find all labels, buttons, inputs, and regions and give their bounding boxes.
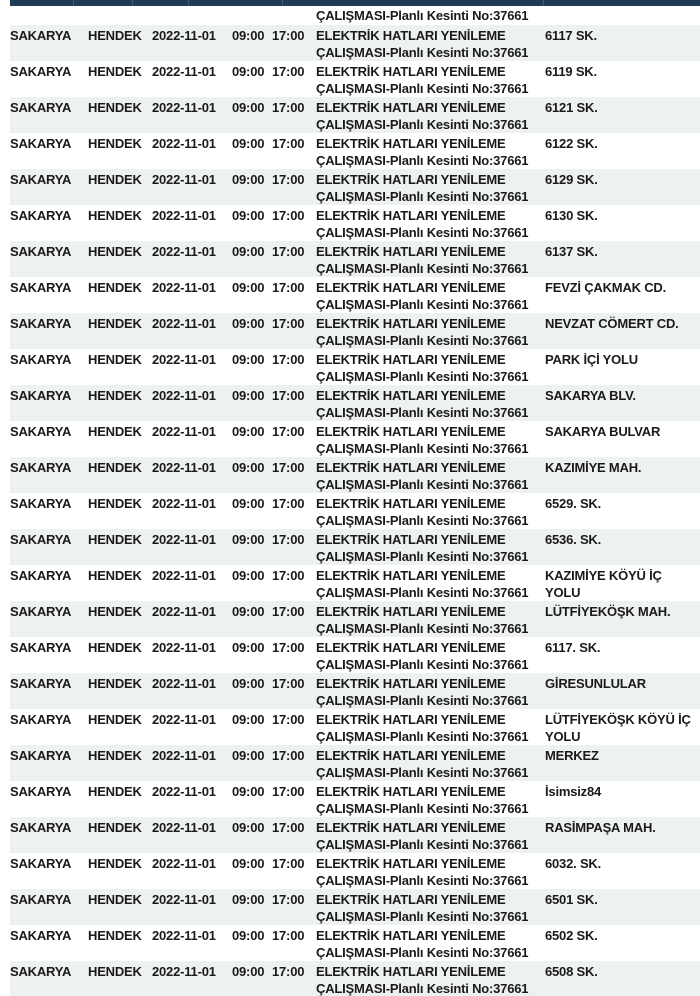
cell-description bbox=[316, 783, 545, 817]
description-line2: ÇALIŞMASI-Planlı Kesinti No:37661 bbox=[316, 153, 529, 168]
cell-description bbox=[316, 387, 545, 421]
outage-row bbox=[10, 385, 700, 421]
cell-start-time: 09:00 bbox=[232, 388, 265, 403]
cell-date: 2022-11-01 bbox=[152, 460, 216, 475]
cell-date: 2022-11-01 bbox=[152, 100, 216, 115]
cell-description bbox=[316, 711, 545, 745]
cell-start-time: 09:00 bbox=[232, 64, 265, 79]
cell-city: SAKARYA bbox=[10, 460, 72, 475]
cell-street: SAKARYA BULVAR bbox=[545, 424, 661, 439]
cell-start-time: 09:00 bbox=[232, 928, 265, 943]
cell-start-time: 09:00 bbox=[232, 208, 265, 223]
cell-district: HENDEK bbox=[88, 244, 142, 259]
cell-street: 6121 SK. bbox=[545, 100, 598, 115]
cell-city: SAKARYA bbox=[10, 604, 72, 619]
outage-row bbox=[10, 277, 700, 313]
cell-description bbox=[316, 351, 545, 385]
cell-end-time: 17:00 bbox=[272, 280, 305, 295]
cell-end-time: 17:00 bbox=[272, 460, 305, 475]
cell-street: KAZIMİYE KÖYÜ İÇ YOLU bbox=[545, 568, 662, 600]
cell-street: 6501 SK. bbox=[545, 892, 598, 907]
cell-street: 6119 SK. bbox=[545, 64, 597, 79]
cell-end-time: 17:00 bbox=[272, 604, 305, 619]
cell-date: 2022-11-01 bbox=[152, 568, 216, 583]
cell-start-time: 09:00 bbox=[232, 604, 265, 619]
cell-date: 2022-11-01 bbox=[152, 964, 216, 979]
description-line2: ÇALIŞMASI-Planlı Kesinti No:37661 bbox=[316, 585, 529, 600]
cell-description bbox=[316, 963, 545, 996]
outage-row bbox=[10, 133, 700, 169]
cell-end-time: 17:00 bbox=[272, 28, 305, 43]
cell-city: SAKARYA bbox=[10, 928, 72, 943]
description-line1: ELEKTRİK HATLARI YENİLEME bbox=[316, 928, 506, 943]
description-line2: ÇALIŞMASI-Planlı Kesinti No:37661 bbox=[316, 981, 529, 996]
cell-district: HENDEK bbox=[88, 604, 142, 619]
cell-start-time: 09:00 bbox=[232, 676, 265, 691]
table-header-bottom-edge bbox=[10, 0, 700, 6]
cell-end-time: 17:00 bbox=[272, 172, 305, 187]
description-line1: ELEKTRİK HATLARI YENİLEME bbox=[316, 964, 506, 979]
cell-end-time: 17:00 bbox=[272, 64, 305, 79]
description-line1: ELEKTRİK HATLARI YENİLEME bbox=[316, 460, 506, 475]
description-line1: ELEKTRİK HATLARI YENİLEME bbox=[316, 604, 506, 619]
description-line2: ÇALIŞMASI-Planlı Kesinti No:37661 bbox=[316, 477, 529, 492]
description-line1: ELEKTRİK HATLARI YENİLEME bbox=[316, 856, 506, 871]
cell-start-time: 09:00 bbox=[232, 784, 265, 799]
description-line1: ELEKTRİK HATLARI YENİLEME bbox=[316, 64, 506, 79]
cell-start-time: 09:00 bbox=[232, 136, 265, 151]
description-line2: ÇALIŞMASI-Planlı Kesinti No:37661 bbox=[316, 225, 529, 240]
cell-start-time: 09:00 bbox=[232, 244, 265, 259]
cell-description bbox=[316, 7, 545, 24]
description-line1: ELEKTRİK HATLARI YENİLEME bbox=[316, 388, 506, 403]
description-line2: ÇALIŞMASI-Planlı Kesinti No:37661 bbox=[316, 369, 529, 384]
outage-row bbox=[10, 313, 700, 349]
cell-end-time: 17:00 bbox=[272, 136, 305, 151]
description-line1: ELEKTRİK HATLARI YENİLEME bbox=[316, 280, 506, 295]
cell-start-time: 09:00 bbox=[232, 568, 265, 583]
cell-end-time: 17:00 bbox=[272, 316, 305, 331]
cell-district: HENDEK bbox=[88, 172, 142, 187]
cell-city: SAKARYA bbox=[10, 100, 72, 115]
cell-end-time: 17:00 bbox=[272, 568, 305, 583]
header-column-divider bbox=[73, 0, 74, 6]
cell-start-time: 09:00 bbox=[232, 316, 265, 331]
cell-date: 2022-11-01 bbox=[152, 280, 216, 295]
description-line2: ÇALIŞMASI-Planlı Kesinti No:37661 bbox=[316, 189, 529, 204]
cell-district: HENDEK bbox=[88, 136, 142, 151]
outage-row bbox=[10, 889, 700, 925]
cell-city: SAKARYA bbox=[10, 136, 72, 151]
cell-end-time: 17:00 bbox=[272, 532, 305, 547]
description-line2: ÇALIŞMASI-Planlı Kesinti No:37661 bbox=[316, 945, 529, 960]
cell-city: SAKARYA bbox=[10, 388, 72, 403]
cell-date: 2022-11-01 bbox=[152, 640, 216, 655]
cell-street: KAZIMİYE MAH. bbox=[545, 460, 642, 475]
cell-start-time: 09:00 bbox=[232, 496, 265, 511]
description-line1: ELEKTRİK HATLARI YENİLEME bbox=[316, 640, 506, 655]
description-line1: ELEKTRİK HATLARI YENİLEME bbox=[316, 892, 506, 907]
description-line2: ÇALIŞMASI-Planlı Kesinti No:37661 bbox=[316, 81, 529, 96]
description-line1: ELEKTRİK HATLARI YENİLEME bbox=[316, 424, 506, 439]
description-line1: ELEKTRİK HATLARI YENİLEME bbox=[316, 316, 506, 331]
outage-row bbox=[10, 457, 700, 493]
cell-city: SAKARYA bbox=[10, 892, 72, 907]
cell-description bbox=[316, 243, 545, 277]
cell-city: SAKARYA bbox=[10, 208, 72, 223]
description-line1: ELEKTRİK HATLARI YENİLEME bbox=[316, 820, 506, 835]
cell-street: 6130 SK. bbox=[545, 208, 598, 223]
cell-district: HENDEK bbox=[88, 784, 142, 799]
cell-street: PARK İÇİ YOLU bbox=[545, 352, 638, 367]
cell-city: SAKARYA bbox=[10, 28, 72, 43]
cell-date: 2022-11-01 bbox=[152, 748, 216, 763]
cell-start-time: 09:00 bbox=[232, 352, 265, 367]
description-line1: ELEKTRİK HATLARI YENİLEME bbox=[316, 532, 506, 547]
outage-row bbox=[10, 853, 700, 889]
cell-city: SAKARYA bbox=[10, 244, 72, 259]
cell-district: HENDEK bbox=[88, 100, 142, 115]
cell-district: HENDEK bbox=[88, 316, 142, 331]
cell-city: SAKARYA bbox=[10, 640, 72, 655]
cell-district: HENDEK bbox=[88, 820, 142, 835]
cell-end-time: 17:00 bbox=[272, 496, 305, 511]
cell-street: 6529. SK. bbox=[545, 496, 602, 511]
cell-district: HENDEK bbox=[88, 568, 142, 583]
outage-row bbox=[10, 961, 700, 996]
description-line2: ÇALIŞMASI-Planlı Kesinti No:37661 bbox=[316, 513, 529, 528]
cell-date: 2022-11-01 bbox=[152, 172, 216, 187]
cell-end-time: 17:00 bbox=[272, 208, 305, 223]
cell-district: HENDEK bbox=[88, 64, 142, 79]
description-line1: ELEKTRİK HATLARI YENİLEME bbox=[316, 172, 506, 187]
cell-district: HENDEK bbox=[88, 712, 142, 727]
outage-row bbox=[10, 925, 700, 961]
cell-description bbox=[316, 819, 545, 853]
cell-district: HENDEK bbox=[88, 208, 142, 223]
cell-end-time: 17:00 bbox=[272, 784, 305, 799]
cell-description bbox=[316, 423, 545, 457]
cell-district: HENDEK bbox=[88, 28, 142, 43]
description-line1: ELEKTRİK HATLARI YENİLEME bbox=[316, 136, 506, 151]
cell-date: 2022-11-01 bbox=[152, 820, 216, 835]
cell-district: HENDEK bbox=[88, 676, 142, 691]
cell-district: HENDEK bbox=[88, 460, 142, 475]
description-line2: ÇALIŞMASI-Planlı Kesinti No:37661 bbox=[316, 8, 529, 23]
outage-row bbox=[10, 673, 700, 709]
cell-description bbox=[316, 99, 545, 133]
outage-row bbox=[10, 169, 700, 205]
description-line2: ÇALIŞMASI-Planlı Kesinti No:37661 bbox=[316, 333, 529, 348]
cell-start-time: 09:00 bbox=[232, 100, 265, 115]
description-line2: ÇALIŞMASI-Planlı Kesinti No:37661 bbox=[316, 801, 529, 816]
outage-row bbox=[10, 601, 700, 637]
cell-description bbox=[316, 603, 545, 637]
outage-row-partial bbox=[10, 6, 700, 25]
cell-date: 2022-11-01 bbox=[152, 892, 216, 907]
cell-date: 2022-11-01 bbox=[152, 712, 216, 727]
description-line1: ELEKTRİK HATLARI YENİLEME bbox=[316, 676, 506, 691]
description-line2: ÇALIŞMASI-Planlı Kesinti No:37661 bbox=[316, 441, 529, 456]
cell-street: MERKEZ bbox=[545, 748, 599, 763]
description-line2: ÇALIŞMASI-Planlı Kesinti No:37661 bbox=[316, 873, 529, 888]
cell-date: 2022-11-01 bbox=[152, 64, 216, 79]
description-line2: ÇALIŞMASI-Planlı Kesinti No:37661 bbox=[316, 693, 529, 708]
cell-date: 2022-11-01 bbox=[152, 352, 216, 367]
cell-end-time: 17:00 bbox=[272, 244, 305, 259]
cell-district: HENDEK bbox=[88, 964, 142, 979]
cell-date: 2022-11-01 bbox=[152, 928, 216, 943]
description-line1: ELEKTRİK HATLARI YENİLEME bbox=[316, 352, 506, 367]
cell-description bbox=[316, 207, 545, 241]
cell-street: 6032. SK. bbox=[545, 856, 602, 871]
cell-street: LÜTFİYEKÖŞK KÖYÜ İÇ YOLU bbox=[545, 712, 691, 744]
cell-end-time: 17:00 bbox=[272, 100, 305, 115]
cell-description bbox=[316, 675, 545, 709]
description-line2: ÇALIŞMASI-Planlı Kesinti No:37661 bbox=[316, 297, 529, 312]
outage-row bbox=[10, 61, 700, 97]
cell-city: SAKARYA bbox=[10, 64, 72, 79]
cell-description bbox=[316, 567, 545, 601]
cell-start-time: 09:00 bbox=[232, 532, 265, 547]
cell-description bbox=[316, 639, 545, 673]
cell-end-time: 17:00 bbox=[272, 424, 305, 439]
outage-row bbox=[10, 817, 700, 853]
description-line2: ÇALIŞMASI-Planlı Kesinti No:37661 bbox=[316, 261, 529, 276]
cell-district: HENDEK bbox=[88, 532, 142, 547]
cell-street: GİRESUNLULAR bbox=[545, 676, 646, 691]
cell-street: 6122 SK. bbox=[545, 136, 598, 151]
cell-date: 2022-11-01 bbox=[152, 28, 216, 43]
cell-city: SAKARYA bbox=[10, 820, 72, 835]
outage-row bbox=[10, 709, 700, 745]
cell-date: 2022-11-01 bbox=[152, 388, 216, 403]
cell-city: SAKARYA bbox=[10, 784, 72, 799]
cell-date: 2022-11-01 bbox=[152, 136, 216, 151]
outage-row bbox=[10, 349, 700, 385]
cell-city: SAKARYA bbox=[10, 712, 72, 727]
description-line1: ELEKTRİK HATLARI YENİLEME bbox=[316, 100, 506, 115]
outage-rows bbox=[0, 25, 700, 996]
cell-city: SAKARYA bbox=[10, 280, 72, 295]
cell-street: 6117 SK. bbox=[545, 28, 597, 43]
cell-street: 6536. SK. bbox=[545, 532, 602, 547]
cell-date: 2022-11-01 bbox=[152, 856, 216, 871]
cell-street: NEVZAT CÖMERT CD. bbox=[545, 316, 679, 331]
cell-start-time: 09:00 bbox=[232, 424, 265, 439]
cell-district: HENDEK bbox=[88, 424, 142, 439]
cell-street: 6502 SK. bbox=[545, 928, 598, 943]
cell-start-time: 09:00 bbox=[232, 172, 265, 187]
cell-end-time: 17:00 bbox=[272, 820, 305, 835]
cell-city: SAKARYA bbox=[10, 964, 72, 979]
cell-description bbox=[316, 135, 545, 169]
description-line1: ELEKTRİK HATLARI YENİLEME bbox=[316, 568, 506, 583]
outage-row bbox=[10, 241, 700, 277]
cell-date: 2022-11-01 bbox=[152, 496, 216, 511]
cell-end-time: 17:00 bbox=[272, 748, 305, 763]
outage-row bbox=[10, 421, 700, 457]
cell-date: 2022-11-01 bbox=[152, 208, 216, 223]
header-column-divider bbox=[543, 0, 544, 6]
description-line1: ELEKTRİK HATLARI YENİLEME bbox=[316, 244, 506, 259]
cell-street: RASİMPAŞA MAH. bbox=[545, 820, 656, 835]
cell-description bbox=[316, 927, 545, 961]
cell-date: 2022-11-01 bbox=[152, 676, 216, 691]
cell-start-time: 09:00 bbox=[232, 964, 265, 979]
outage-row bbox=[10, 493, 700, 529]
cell-description bbox=[316, 531, 545, 565]
cell-start-time: 09:00 bbox=[232, 280, 265, 295]
description-line1: ELEKTRİK HATLARI YENİLEME bbox=[316, 496, 506, 511]
cell-street: FEVZİ ÇAKMAK CD. bbox=[545, 280, 667, 295]
cell-start-time: 09:00 bbox=[232, 856, 265, 871]
cell-end-time: 17:00 bbox=[272, 712, 305, 727]
cell-district: HENDEK bbox=[88, 856, 142, 871]
cell-street: 6117. SK. bbox=[545, 640, 601, 655]
cell-district: HENDEK bbox=[88, 748, 142, 763]
cell-district: HENDEK bbox=[88, 280, 142, 295]
cell-city: SAKARYA bbox=[10, 496, 72, 511]
description-line1: ELEKTRİK HATLARI YENİLEME bbox=[316, 28, 506, 43]
description-line2: ÇALIŞMASI-Planlı Kesinti No:37661 bbox=[316, 117, 529, 132]
description-line2: ÇALIŞMASI-Planlı Kesinti No:37661 bbox=[316, 657, 529, 672]
cell-description bbox=[316, 171, 545, 205]
cell-street: 6137 SK. bbox=[545, 244, 598, 259]
cell-street: SAKARYA BLV. bbox=[545, 388, 636, 403]
description-line1: ELEKTRİK HATLARI YENİLEME bbox=[316, 712, 506, 727]
cell-date: 2022-11-01 bbox=[152, 604, 216, 619]
cell-end-time: 17:00 bbox=[272, 928, 305, 943]
outage-row bbox=[10, 745, 700, 781]
outage-row bbox=[10, 637, 700, 673]
cell-city: SAKARYA bbox=[10, 568, 72, 583]
cell-district: HENDEK bbox=[88, 388, 142, 403]
cell-date: 2022-11-01 bbox=[152, 424, 216, 439]
cell-date: 2022-11-01 bbox=[152, 316, 216, 331]
header-column-divider bbox=[282, 0, 283, 6]
cell-end-time: 17:00 bbox=[272, 676, 305, 691]
cell-district: HENDEK bbox=[88, 892, 142, 907]
cell-street: İsimsiz84 bbox=[545, 784, 602, 799]
cell-end-time: 17:00 bbox=[272, 640, 305, 655]
cell-description bbox=[316, 747, 545, 781]
cell-district: HENDEK bbox=[88, 496, 142, 511]
description-line2: ÇALIŞMASI-Planlı Kesinti No:37661 bbox=[316, 45, 529, 60]
outage-row bbox=[10, 565, 700, 601]
cell-city: SAKARYA bbox=[10, 748, 72, 763]
cell-start-time: 09:00 bbox=[232, 640, 265, 655]
cell-end-time: 17:00 bbox=[272, 856, 305, 871]
cell-city: SAKARYA bbox=[10, 316, 72, 331]
description-line1: ELEKTRİK HATLARI YENİLEME bbox=[316, 208, 506, 223]
cell-start-time: 09:00 bbox=[232, 820, 265, 835]
description-line2: ÇALIŞMASI-Planlı Kesinti No:37661 bbox=[316, 621, 529, 636]
header-column-divider bbox=[132, 0, 133, 6]
outage-row bbox=[10, 529, 700, 565]
cell-description bbox=[316, 855, 545, 889]
cell-city: SAKARYA bbox=[10, 352, 72, 367]
cell-city: SAKARYA bbox=[10, 424, 72, 439]
cell-city: SAKARYA bbox=[10, 676, 72, 691]
cell-description bbox=[316, 279, 545, 313]
cell-district: HENDEK bbox=[88, 928, 142, 943]
cell-start-time: 09:00 bbox=[232, 460, 265, 475]
cell-description bbox=[316, 315, 545, 349]
cell-description bbox=[316, 891, 545, 925]
description-line2: ÇALIŞMASI-Planlı Kesinti No:37661 bbox=[316, 765, 529, 780]
cell-start-time: 09:00 bbox=[232, 712, 265, 727]
cell-end-time: 17:00 bbox=[272, 892, 305, 907]
cell-city: SAKARYA bbox=[10, 172, 72, 187]
header-column-divider bbox=[188, 0, 189, 6]
cell-end-time: 17:00 bbox=[272, 964, 305, 979]
description-line2: ÇALIŞMASI-Planlı Kesinti No:37661 bbox=[316, 405, 529, 420]
cell-description bbox=[316, 27, 545, 61]
cell-end-time: 17:00 bbox=[272, 388, 305, 403]
cell-street: 6129 SK. bbox=[545, 172, 598, 187]
cell-start-time: 09:00 bbox=[232, 748, 265, 763]
cell-district: HENDEK bbox=[88, 640, 142, 655]
outage-row bbox=[10, 97, 700, 133]
description-line2: ÇALIŞMASI-Planlı Kesinti No:37661 bbox=[316, 729, 529, 744]
cell-start-time: 09:00 bbox=[232, 892, 265, 907]
outage-row bbox=[10, 205, 700, 241]
outage-row bbox=[10, 781, 700, 817]
cell-start-time: 09:00 bbox=[232, 28, 265, 43]
cell-street: LÜTFİYEKÖŞK MAH. bbox=[545, 604, 671, 619]
description-line2: ÇALIŞMASI-Planlı Kesinti No:37661 bbox=[316, 549, 529, 564]
cell-city: SAKARYA bbox=[10, 532, 72, 547]
cell-end-time: 17:00 bbox=[272, 352, 305, 367]
cell-date: 2022-11-01 bbox=[152, 244, 216, 259]
cell-date: 2022-11-01 bbox=[152, 532, 216, 547]
cell-description bbox=[316, 495, 545, 529]
cell-date: 2022-11-01 bbox=[152, 784, 216, 799]
cell-description bbox=[316, 63, 545, 97]
cell-street: 6508 SK. bbox=[545, 964, 598, 979]
outage-row bbox=[10, 25, 700, 61]
description-line2: ÇALIŞMASI-Planlı Kesinti No:37661 bbox=[316, 837, 529, 852]
description-line1: ELEKTRİK HATLARI YENİLEME bbox=[316, 748, 506, 763]
description-line2: ÇALIŞMASI-Planlı Kesinti No:37661 bbox=[316, 909, 529, 924]
description-line1: ELEKTRİK HATLARI YENİLEME bbox=[316, 784, 506, 799]
cell-city: SAKARYA bbox=[10, 856, 72, 871]
cell-district: HENDEK bbox=[88, 352, 142, 367]
cell-description bbox=[316, 459, 545, 493]
